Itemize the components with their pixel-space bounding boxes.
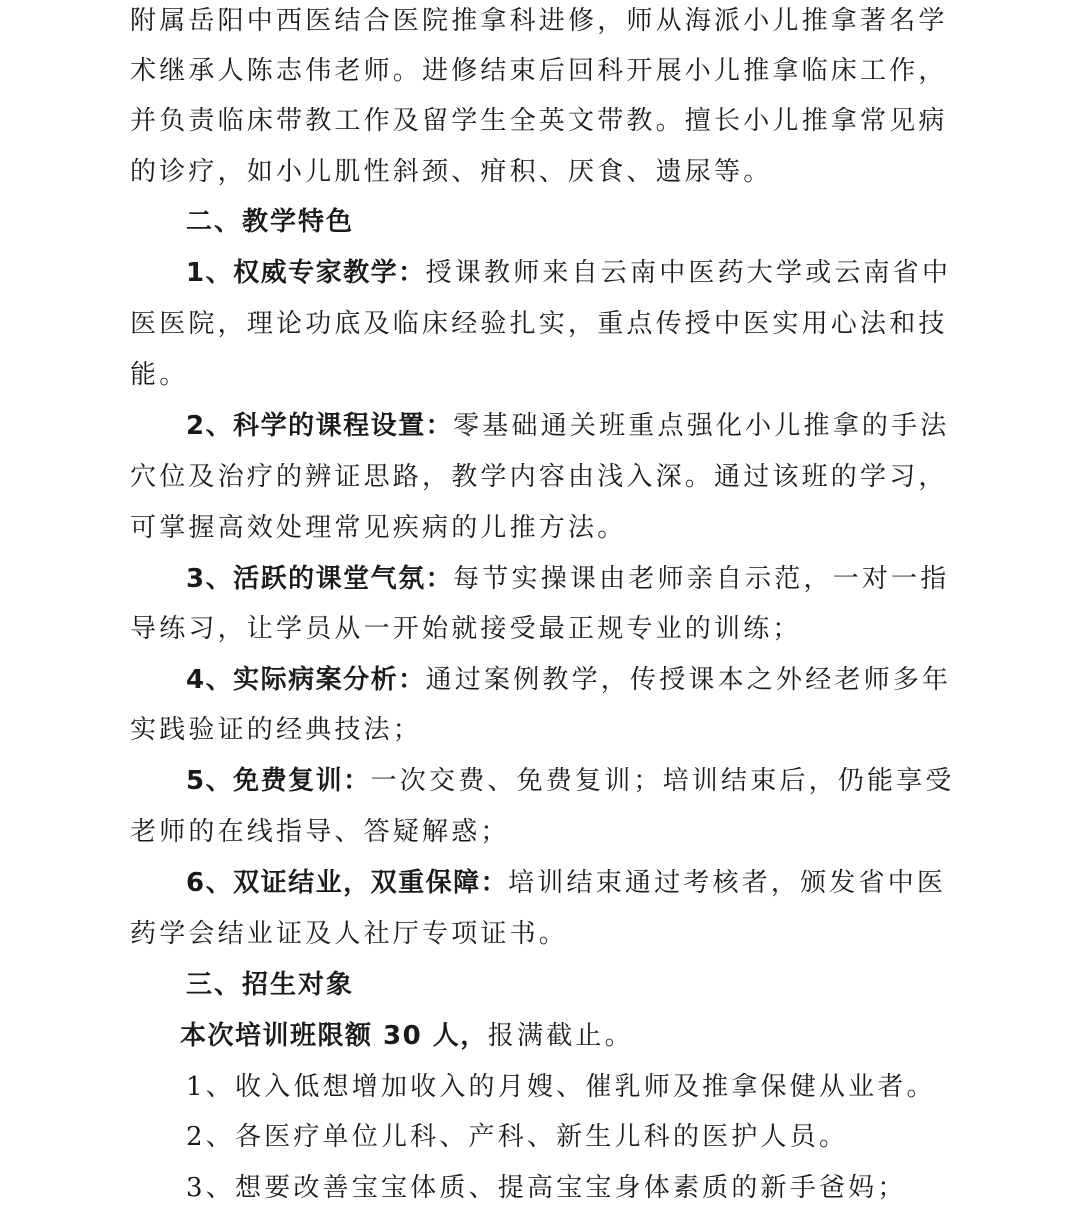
feature-label: 5、免费复训：	[186, 766, 371, 796]
feature-label: 1、权威专家教学：	[186, 258, 426, 288]
feature-text-line: 老师的在线指导、答疑解惑；	[130, 817, 510, 847]
feature-text-line: 可掌握高效处理常见疾病的儿推方法。	[130, 513, 627, 543]
feature-text: 授课教师来自云南中医药大学或云南省中	[425, 258, 952, 288]
quota-text: 报满截止。	[487, 1021, 634, 1051]
feature-text: 培训结束通过考核者，颁发省中医	[508, 868, 947, 898]
feature-text: 一次交费、免费复训；培训结束后，仍能享受	[370, 766, 955, 796]
intro-line: 的诊疗，如小儿肌性斜颈、疳积、厌食、遗尿等。	[130, 157, 773, 187]
feature-label: 6、双证结业，双重保障：	[186, 868, 509, 898]
feature-text-line: 实践验证的经典技法；	[130, 715, 423, 745]
feature-text-line: 穴位及治疗的辨证思路，教学内容由浅入深。通过该班的学习，	[130, 462, 948, 492]
feature-item-6	[186, 866, 946, 900]
feature-item-3	[186, 562, 950, 596]
feature-text-line: 能。	[130, 360, 189, 390]
intro-line: 术继承人陈志伟老师。进修结束后回科开展小儿推拿临床工作，	[130, 56, 948, 86]
feature-text-line: 导练习，让学员从一开始就接受最正规专业的训练；	[130, 614, 802, 644]
quota-text-bold: 本次培训班限额 30 人，	[180, 1021, 488, 1051]
section-heading-teaching-features: 二、教学特色	[186, 207, 355, 237]
feature-item-4	[186, 663, 951, 697]
feature-text: 每节实操课由老师亲自示范，一对一指	[453, 564, 950, 594]
enrollment-item-1: 1、收入低想增加收入的月嫂、催乳师及推拿保健从业者。	[186, 1072, 936, 1102]
enrollment-quota	[180, 1019, 634, 1053]
section-heading-enrollment-targets: 三、招生对象	[186, 970, 355, 1000]
feature-label: 4、实际病案分析：	[186, 665, 426, 695]
feature-text: 零基础通关班重点强化小儿推拿的手法	[453, 411, 950, 441]
feature-item-5	[186, 764, 955, 798]
enrollment-item-2: 2、各医疗单位儿科、产科、新生儿科的医护人员。	[186, 1122, 849, 1152]
enrollment-item-3: 3、想要改善宝宝体质、提高宝宝身体素质的新手爸妈；	[186, 1173, 907, 1203]
feature-item-1	[186, 256, 951, 290]
feature-text-line: 医医院，理论功底及临床经验扎实，重点传授中医实用心法和技	[130, 309, 948, 339]
intro-line: 并负责临床带教工作及留学生全英文带教。擅长小儿推拿常见病	[130, 106, 948, 136]
feature-text: 通过案例教学，传授课本之外经老师多年	[425, 665, 952, 695]
intro-line: 附属岳阳中西医结合医院推拿科进修，师从海派小儿推拿著名学	[130, 6, 948, 36]
feature-label: 2、科学的课程设置：	[186, 411, 454, 441]
feature-item-2	[186, 409, 950, 443]
feature-text-line: 药学会结业证及人社厅专项证书。	[130, 919, 569, 949]
feature-label: 3、活跃的课堂气氛：	[186, 564, 454, 594]
